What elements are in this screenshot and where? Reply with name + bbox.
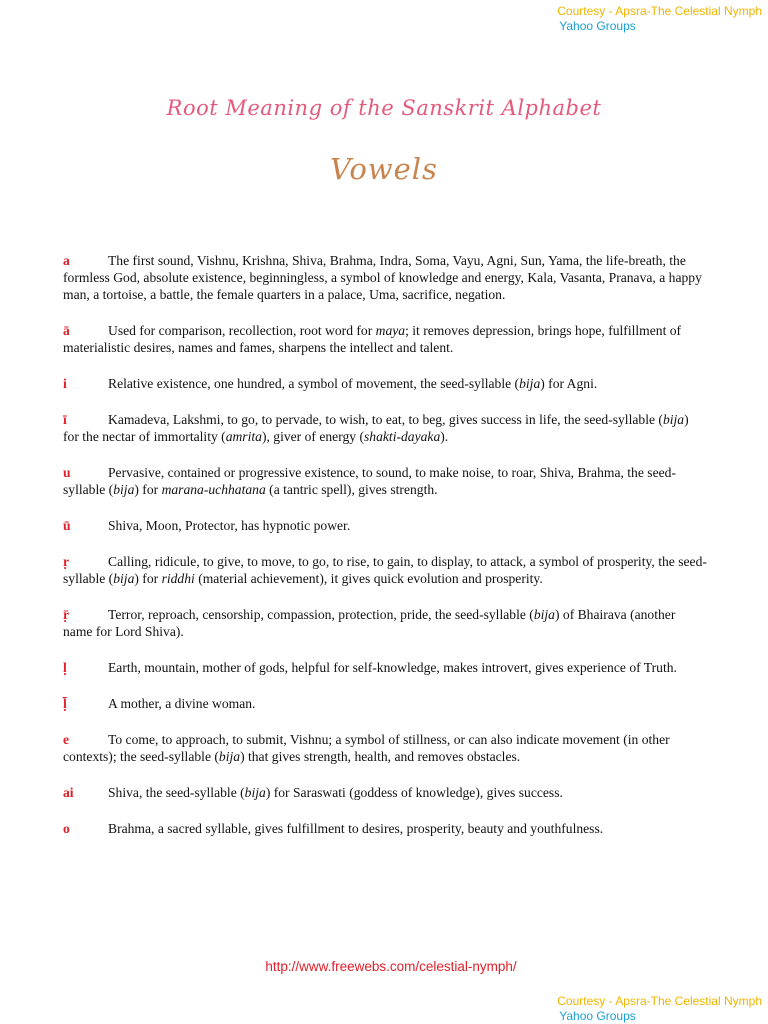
vowel-letter: ḹ xyxy=(63,696,67,711)
vowel-entry xyxy=(63,820,707,837)
vowel-letter: ū xyxy=(63,518,71,533)
vowel-entry xyxy=(63,464,707,498)
vowel-meaning: Pervasive, contained or progressive existence, to sound, to make noise, to roar, Shiva, Brahma, the seed-syllable (bija) for marana-uchhatana (a tantric spell), gives strength. xyxy=(63,465,676,497)
vowel-letter: ī xyxy=(63,412,67,427)
vowel-entry xyxy=(63,606,707,640)
vowel-entry xyxy=(63,731,707,765)
courtesy-header xyxy=(557,4,762,34)
courtesy-source: Yahoo Groups xyxy=(559,1009,636,1023)
vowel-letter: u xyxy=(63,465,71,480)
vowel-meaning: Earth, mountain, mother of gods, helpful for self-knowledge, makes introvert, gives experience of Truth. xyxy=(108,660,677,675)
section-title: Vowels xyxy=(330,152,438,186)
vowel-letter: ṛ xyxy=(63,554,70,569)
vowel-meaning: Calling, ridicule, to give, to move, to go, to rise, to gain, to display, to attack, a symbol of prosperity, the seed-syllable (bija) for riddhi (material achievement), it gives quick evolution and prosperity. xyxy=(63,554,707,586)
vowel-meaning: Used for comparison, recollection, root word for maya; it removes depression, brings hope, fulfillment of materialistic desires, names and fames, sharpens the intellect and talent. xyxy=(63,323,682,355)
vowel-letter: ai xyxy=(63,785,74,800)
vowel-list xyxy=(63,252,707,837)
vowel-entry xyxy=(63,659,707,676)
vowel-letter: ṝ xyxy=(63,607,70,622)
vowel-entry xyxy=(63,322,707,356)
vowel-entry xyxy=(63,553,707,587)
vowel-meaning: The first sound, Vishnu, Krishna, Shiva, Brahma, Indra, Soma, Vayu, Agni, Sun, Yama, the life-breath, the formless God, absolute existence, beginningless, a symbol of knowledge and energy, Kala, Vasanta, Pranava, a happy man, a tortoise, a battle, the female quarters in a palace, Uma, sacrifice, negation. xyxy=(63,253,702,302)
vowel-meaning: Shiva, the seed-syllable (bija) for Saraswati (goddess of knowledge), gives success. xyxy=(108,785,563,800)
vowel-entry xyxy=(63,784,707,801)
vowel-entry xyxy=(63,252,707,303)
vowel-letter: o xyxy=(63,821,70,836)
vowel-letter: i xyxy=(63,376,67,391)
courtesy-credit: Courtesy - Apsra-The Celestial Nymph xyxy=(557,994,762,1008)
vowel-meaning: Brahma, a sacred syllable, gives fulfillment to desires, prosperity, beauty and youthfulness. xyxy=(108,821,604,836)
vowel-letter: a xyxy=(63,253,70,268)
vowel-letter: e xyxy=(63,732,70,747)
courtesy-credit: Courtesy - Apsra-The Celestial Nymph xyxy=(557,4,762,18)
vowel-meaning: Relative existence, one hundred, a symbol of movement, the seed-syllable (bija) for Agni. xyxy=(108,376,598,391)
vowel-meaning: Terror, reproach, censorship, compassion, protection, pride, the seed-syllable (bija) of Bhairava (another name for Lord Shiva). xyxy=(63,607,676,639)
vowel-meaning: Kamadeva, Lakshmi, to go, to pervade, to wish, to eat, to beg, gives success in life, the seed-syllable (bija) for the nectar of immortality (amrita), giver of energy (shakti-dayaka). xyxy=(63,412,689,444)
page-title: Root Meaning of the Sanskrit Alphabet xyxy=(166,96,602,120)
vowel-meaning: A mother, a divine woman. xyxy=(108,696,256,711)
courtesy-footer xyxy=(557,994,762,1024)
vowel-entry xyxy=(63,695,707,712)
vowel-meaning: Shiva, Moon, Protector, has hypnotic power. xyxy=(108,518,351,533)
courtesy-source: Yahoo Groups xyxy=(559,19,636,33)
vowel-meaning: To come, to approach, to submit, Vishnu; a symbol of stillness, or can also indicate movement (in other contexts); the seed-syllable (bija) that gives strength, health, and removes obstacles. xyxy=(63,732,670,764)
vowel-entry xyxy=(63,375,707,392)
website-link[interactable]: http://www.freewebs.com/celestial-nymph/ xyxy=(265,959,517,974)
vowel-letter: ḷ xyxy=(63,660,67,675)
vowel-entry xyxy=(63,517,707,534)
vowel-letter: ā xyxy=(63,323,70,338)
vowel-entry xyxy=(63,411,707,445)
